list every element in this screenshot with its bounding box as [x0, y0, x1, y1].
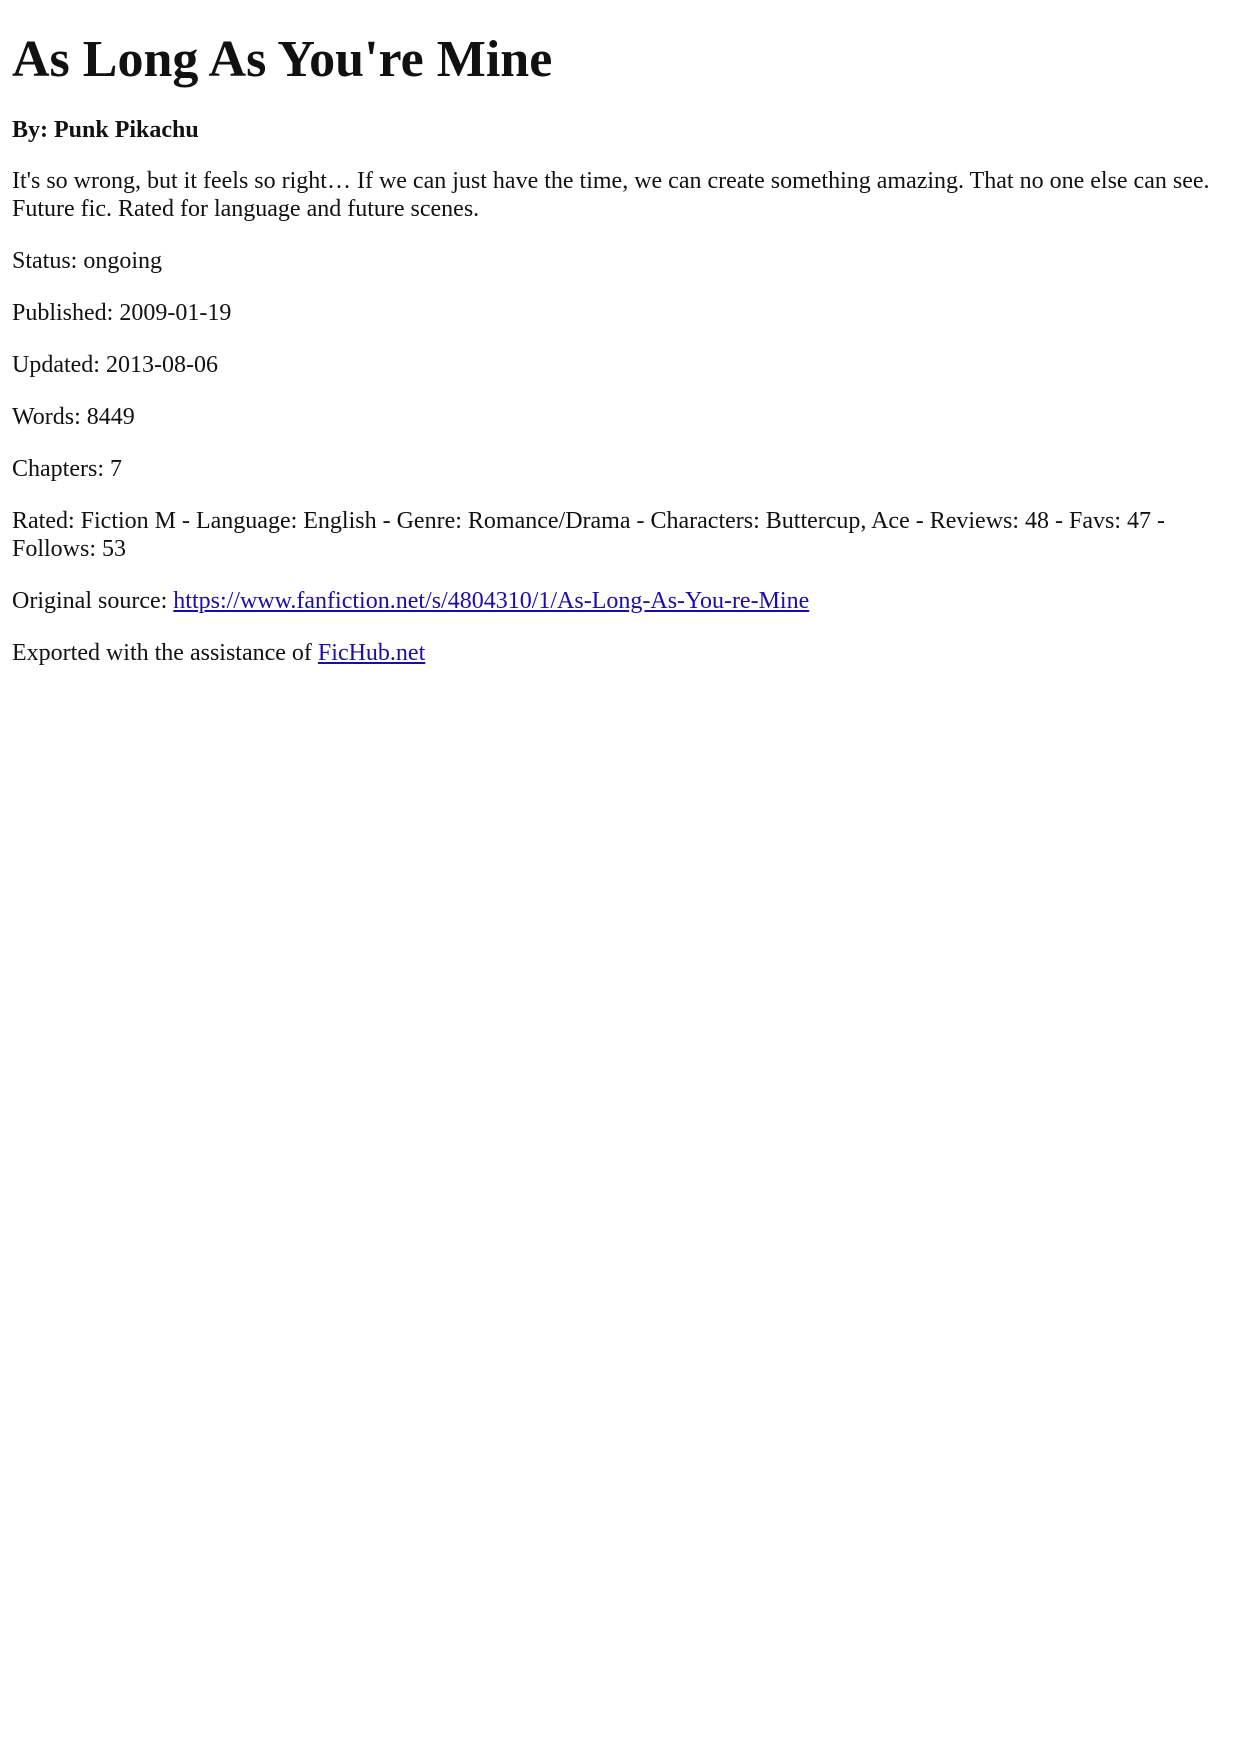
author-byline: By: Punk Pikachu	[12, 116, 199, 143]
words-line: Words: 8449	[12, 403, 135, 430]
original-source-link[interactable]: https://www.fanfiction.net/s/4804310/1/As-Long-As-You-re-Mine	[173, 587, 810, 614]
status-line: Status: ongoing	[12, 247, 163, 274]
chapters-line: Chapters: 7	[12, 455, 122, 482]
original-source-line	[12, 587, 1228, 615]
export-credit-line	[12, 639, 1228, 667]
story-summary: It's so wrong, but it feels so right… If we can just have the time, we can create something amazing. That no one else can see. Future fic. Rated for language and future scenes.	[12, 167, 1210, 222]
original-source-label: Original source:	[12, 587, 174, 614]
fichub-link[interactable]: FicHub.net	[317, 639, 426, 666]
details-line: Rated: Fiction M - Language: English - Genre: Romance/Drama - Characters: Buttercup, Ace - Reviews: 48 - Favs: 47 - Follows: 53	[12, 507, 1166, 562]
export-credit-label: Exported with the assistance of	[12, 639, 318, 666]
published-line: Published: 2009-01-19	[12, 299, 232, 326]
story-title: As Long As You're Mine	[12, 31, 553, 88]
updated-line: Updated: 2013-08-06	[12, 351, 218, 378]
